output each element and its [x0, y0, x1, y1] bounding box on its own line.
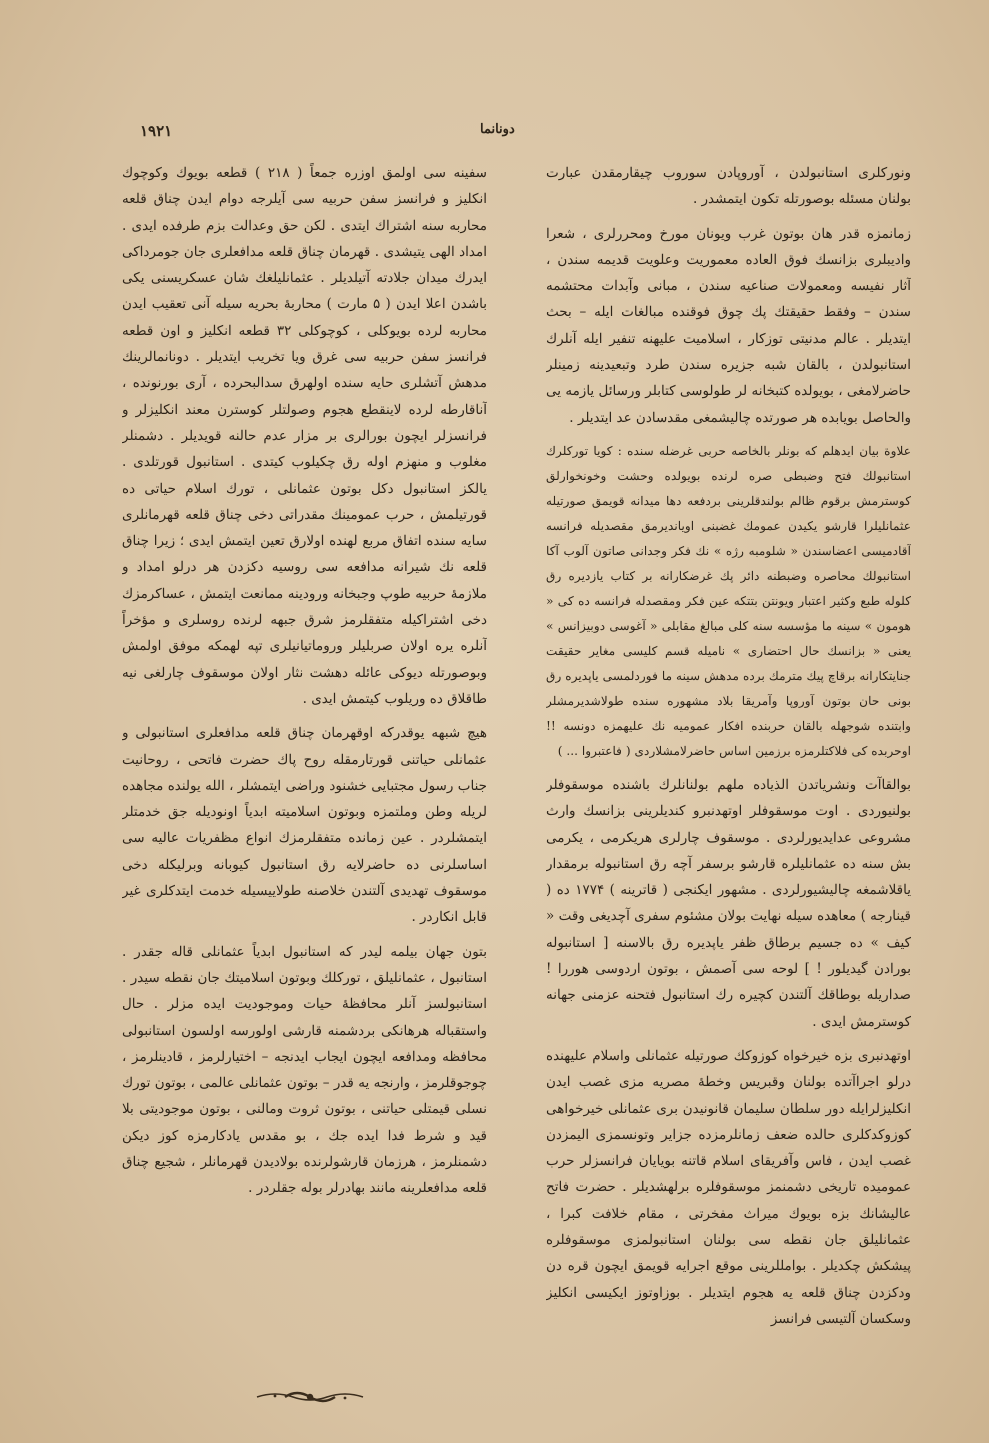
- page-number: ١٩٢١: [140, 122, 173, 140]
- paragraph: ونورکلری استانبولدن ، آوروپادن سوروب چیقارمقدن عبارت بولنان مسئله بوصورتله تکون ایتمشدر .: [546, 165, 911, 208]
- left-column: [122, 160, 487, 1360]
- running-head: دونانما: [480, 122, 515, 137]
- paragraph: هیچ شبهه یوقدرکه اوقهرمان چناق قلعه مدافعلری استانبولی و عثمانلی حیاتنی قورتارمقله روح پاك حضرت فاتحی ، روحانیت جناب رسول مجتبایی خشنود وراضی ایتمشلر ، الله یولنده مجاهده لریله وطن وملتمزه وبوتون اسلامیته ابدیاً اونودیله جق خدمتلر ایتمشلردر . عین زمانده متفقلرمزك انواع مظفریات عالیه سی اساسلرنی ده حاضرلایه رق استانبول کیوبانه وبرلیکله دخی موسقوف تهدیدی آلتندن خلاصنه طولاییسیله خدمت ایتدکلری غیر قابل انکاردر .: [122, 725, 487, 926]
- paragraph: علاوة بیان ایدهلم که بونلر بالخاصه حربی غرضله سنده : کویا توركلرك استانبولك فتح وضبطی صره لرنده بویولده وحشت وخونخوارلق کوسترمش برقوم ظالم بولندقلرینی بردفعه دها میدانه قویمق صورتیله عثمانلیلرا قارشو یکیدن عمومك غضبنی اویاندیرمق مقصدیله فرانسه آقادمیسی اعضاسندن « شلومبه رژه » نك فکر وجدانی صاتون آلوب آکا استانبولك محاصره وضبطنه دائر پك غرضكارانه بر کتاب یازدیره رق کلوله طبع وکثیر اعتبار ویونتن بتتكه عین فکر ومقصدله فرانسه ده کی « هومون » سینه ما مؤسسه سنه کلی مبالغ مقابلی « آغوسی دوبیزانس » یعنی « بزانسك حال احتضاری » نامیله قسم کلیسی مغایر حقیقت جنایتکارانه برقاچ پیك مترمك برده مدهش سینه ما فوردلمسی یاپدیره رق بونی حان بوتون آوروپا وآمریقا بلاد مشهوره سنده طولاشدیرمشلر وابتنده شوجهله بالقان حربنده افکار عمومیه نك علیهمزه دونسه !! اوحربده کی فلاکتلرمزه برزمین اساس حاضرلامشلاردی ( فاعتبروا ... ): [546, 443, 911, 758]
- paragraph: زمانمزه قدر هان بوتون غرب ویونان مورخ ومحررلری ، شعرا وادیبلری بزانسك فوق العاده معموریت وعلویت قدیمه سندن ، آثار نفیسه ومعمولات صناعیه سندن ، مبانی وآبدات محتشمه سندن – وفقط حقیقتك پك چوق فوقنده مبالغات ایله – بحث ایتدیلر . عالم مدنیتی توزکار ، اسلامیت علیهنه تنفیر ایله آنلرك استانبولدن ، بالقان شبه جزیره سندن طرد وتبعیدینه زمینلر حاضرلامغی ، بویولده کتبخانه لر طولوسی کتابلر ورسائل یازمه یی والحاصل بویابده هر صورتده چالیشمغی مقدسادن عد ایتدیلر .: [546, 225, 911, 426]
- ornament-icon: [255, 1387, 365, 1407]
- ornament-divider: [255, 1387, 365, 1407]
- paragraph: سفینه سی اولمق اوزره جمعاً ( ۲۱۸ ) قطعه بویوك وکوچوك انکلیز و فرانسز سفن حربیه سی آیلرجه دوام ایدن چناق قلعه محاربه سنه اشتراك ایتدی . لکن حق وعدالت بزم طرفده ایدی . امداد الهی یتیشدی . قهرمان چناق قلعه مدافعلری جان جومرداکی ایدرك میدان جلادته آتیلدیلر . عثمانلیلغك شان عسکریسنی یکی باشدن اعلا ایدن ( ۵ مارت ) محاربهٔ بحریه سیله آنی تعقیب ایدن محاربه لرده بویوکلی ، کوچوکلی ۳۲ قطعه انکلیز و اون قطعه فرانسز سفن حربیه سی غرق ویا تخریب ایتدیلر . دونانمالرینك مدهش آتشلری حایه سنده اولهرق سدالبحرده ، آری بورنونده ، آناقارطه لرده لاینقطع هجوم وصولتلر کوسترن معند انکلیزلر و فرانسزلر ایچون بورالری بر مزار عدم حالنه قویدیلر . دشمنلر مغلوب و منهزم اوله رق چکیلوب کیتدی . استانبول قورتلدی . یالکز استانبول دکل بوتون عثمانلی ، تورك اسلام حیاتی ده قورتیلمش ، حرب عمومینك مقدراتی دخی چناق قلعه قهرمانلری سایه سنده اتفاق مربع لهنده اولارق تعین ایتمش ایدی ؛ زیرا چناق قلعه نك شیرانه مدافعه سی روسیه دکزدن هر درلو امداد و ملازمهٔ حربیه طوپ وجبخانه ورودینه ممانعت ایتمش ، عساکرمزك دخی اشتراکیله متفقلرمز شرق جبهه لرنده روسلری و مؤخراً آنلره یره اولان صربلیلر وروماتیانیلری تپه لهمکه موفق اولمش وبوصورتله دیوکی عائله دهشت نثار اولان موسقوف چارلغی نیه طاقلاق ده وریلوب کیتمش ایدی .: [122, 165, 487, 707]
- paragraph: بوالقاآت ونشریاتدن الذیاده ملهم بولنانلرك باشنده موسقوفلر بولنیوردی . اوت موسقوفلر اوتهدنبرو کندیلرینی بزانسك وارث مشروعی عدایدیورلردی . موسقوف چارلری هریکرمی ، یکرمی بش سنه ده عثمانلیلره قارشو برسفر آچه رق استانبوله برمقدار یاقلاشمغه چالیشیورلردی . مشهور ایکنجی ( قاترینه ) ۱۷۷۴ ده ( قینارجه ) معاهده سیله نهایت بولان مشئوم سفری آچدیغی وقت « کیف » ده جسیم برطاق ظفر یاپدیره رق بالاسنه [ استانبوله بورادن گیدیلور ! ] لوحه سی آصمش ، بوتون اردوسی هوررا ! صداریله بوطاقك آلتندن کچیره رك استانبول فتحنه عزمنی جهانه کوسترمش ایدی .: [546, 776, 911, 1030]
- paragraph: بتون جهان بیلمه لیدر که استانبول ابدیاً عثمانلی قاله جقدر . استانبول ، عثمانلیلق ، تورکلك وبوتون اسلامیتك جان نقطه سیدر . استانبولسز آنلر محافظهٔ حیات وموجودیت ایده مزلر . حال واستقباله هرهانکی بردشمنه قارشی اولورسه اولسون استانبولی محافظه ومدافعه ایچون ایجاب ایدنجه – اختیارلرمز ، قادینلرمز ، چوجوقلرمز ، وارنجه یه قدر – بوتون عثمانلی عالمی ، بوتون تورك نسلی قیمتلی حیاتنی ، بوتون ثروت ومالنی ، بوتون موجودیتی بلا قید و شرط فدا ایده جك ، بو مقدس یادکارمزه کوز دیکن دشمنلرمز ، هرزمان قارشولرنده بولادیدن قهرمانلر ، شجیع چناق قلعه مدافعلرینه مانند بهادرلر بوله جقلردر .: [122, 943, 487, 1197]
- page-header: [0, 122, 989, 148]
- right-column: [546, 160, 911, 1360]
- paragraph: اوتهدنبری بزه خیرخواه کوزوکك صورتیله عثمانلی واسلام علیهنده درلو اجراآتده بولنان وقبریس وخطهٔ مصریه مزی غصب ایدن انکلیزلرایله دور سلطان سلیمان قانونیدن بری عثمانلی خیرخواهی کوزوکدکلری حالده ضعف زمانلرمزده جزایر وتونسمزی الیمزدن غصب ایدن ، فاس وآفریقای اسلام قاتنه بویایان فرانسزلر حرب عمومیده تاریخی دشمنمز موسقوفلره برلهشدیلر . حضرت فاتح عالیشانك بزه بویوك میراث مفخرتی ، مقام خلافت کبرا ، عثمانلیلق جان نقطه سی بولنان استانبولمزی موسقوفلره پیشکش چکدیلر . بوامللرینی موقع اجرایه قویمق ایچون قره دن ودکزدن چناق قلعه یه هجوم ایتدیلر . بوزاوتوز ایکیسی انکلیز وسکسان آلتیسی فرانسز: [546, 1047, 911, 1327]
